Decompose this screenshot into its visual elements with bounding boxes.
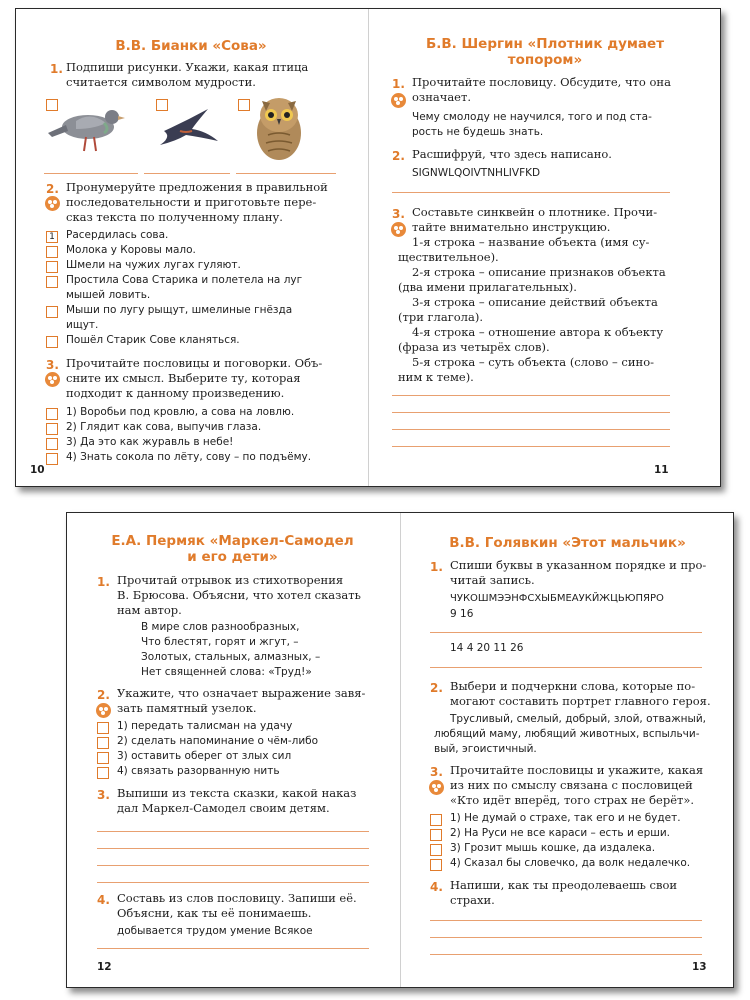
list-item: 2) На Руси не все караси – есть и ерши. — [450, 827, 671, 839]
bottom-spread — [66, 512, 734, 988]
answer-line — [44, 173, 138, 174]
list-item: 1) передать талисман на удачу — [117, 720, 293, 732]
question-number: 4. — [430, 880, 443, 894]
letter-order: 14 4 20 11 26 — [450, 642, 524, 654]
answer-line — [430, 632, 702, 633]
page-11 — [370, 9, 720, 486]
checkbox[interactable] — [46, 408, 58, 420]
page-gutter — [400, 513, 401, 987]
question-text: Прочитайте пословицу. Обсудите, что она — [412, 75, 671, 89]
question-text: последовательности и приготовьте пере- — [66, 195, 317, 209]
question-text: Составьте синквейн о плотнике. Прочи- — [412, 205, 658, 219]
question-text: читай запись. — [450, 573, 535, 587]
page-title: В.В. Бианки «Сова» — [115, 38, 267, 54]
page-10 — [16, 9, 366, 486]
checkbox[interactable] — [46, 453, 58, 465]
list-item: Пошёл Старик Сове кланяться. — [66, 334, 240, 346]
answer-line — [430, 920, 702, 921]
page-gutter — [368, 9, 369, 486]
question-number: 3. — [46, 358, 59, 372]
team-work-icon — [45, 196, 60, 211]
word-list: вый, эгоистичный. — [434, 743, 537, 755]
question-text: Спиши буквы в указанном порядке и про- — [450, 558, 707, 572]
team-work-icon — [391, 222, 406, 237]
page-title: Е.А. Пермяк «Маркел-Самодел — [111, 533, 354, 549]
poem-line: Нет священней слова: «Труд!» — [141, 666, 312, 678]
question-text: «Кто идёт вперёд, того страх не берёт». — [450, 793, 695, 807]
checkbox[interactable] — [46, 306, 58, 318]
word-set: добывается трудом умение Всякое — [117, 925, 313, 937]
page-title: В.В. Голявкин «Этот мальчик» — [449, 535, 686, 551]
question-text: Объясни, как ты её понимаешь. — [117, 906, 312, 920]
question-number: 3. — [97, 788, 110, 802]
team-work-icon — [96, 703, 111, 718]
list-item: ищут. — [66, 319, 99, 331]
instruction-line: 2-я строка – описание признаков объекта — [412, 265, 666, 279]
letter-order: 9 16 — [450, 608, 474, 620]
question-text: считается символом мудрости. — [66, 75, 256, 89]
instruction-line: ним к теме). — [398, 370, 474, 384]
answer-line — [144, 173, 230, 174]
answer-line — [430, 954, 702, 955]
page-title: и его дети» — [187, 549, 278, 565]
question-text: тайте внимательно инструкцию. — [412, 220, 611, 234]
poem-line: В мире слов разнообразных, — [141, 621, 300, 633]
question-text: могают составить портрет главного героя. — [450, 694, 711, 708]
checkbox[interactable] — [97, 737, 109, 749]
checkbox[interactable] — [97, 722, 109, 734]
checkbox[interactable] — [430, 814, 442, 826]
instruction-line: 4-я строка – отношение автора к объекту — [412, 325, 664, 339]
checkbox[interactable] — [46, 336, 58, 348]
question-number: 1. — [392, 77, 405, 91]
checkbox[interactable] — [430, 829, 442, 841]
answer-line — [430, 937, 702, 938]
page-13 — [402, 513, 733, 987]
question-number: 3. — [392, 207, 405, 221]
instruction-line: (два имени прилагательных). — [398, 280, 577, 294]
question-text: страхи. — [450, 893, 495, 907]
question-text: означает. — [412, 90, 471, 104]
proverb-text: Чему смолоду не научился, того и под ста- — [412, 111, 652, 123]
checkbox[interactable] — [430, 844, 442, 856]
checkbox[interactable] — [46, 261, 58, 273]
poem-line: Золотых, стальных, алмазных, – — [141, 651, 321, 663]
pigeon-image — [46, 99, 128, 157]
list-item: Шмели на чужих лугах гуляют. — [66, 259, 241, 271]
list-item: мышей ловить. — [66, 289, 151, 301]
question-text: Пронумеруйте предложения в правильной — [66, 180, 328, 194]
answer-line — [392, 429, 670, 430]
question-text: Выбери и подчеркни слова, которые по- — [450, 679, 696, 693]
checkbox[interactable] — [97, 767, 109, 779]
question-text: зать памятный узелок. — [117, 701, 257, 715]
checkbox[interactable] — [46, 276, 58, 288]
question-text: из них по смыслу связана с пословицей — [450, 778, 693, 792]
answer-line — [392, 446, 670, 447]
list-item: 4) Сказал бы словечко, да волк недалечко. — [450, 857, 691, 869]
question-number: 3. — [430, 765, 443, 779]
letter-sequence: ЧУКОШМЭЭНФСХЫБМЕАУКЙЖЦЬЮПЯРО — [450, 593, 664, 604]
question-text: Выпиши из текста сказки, какой наказ — [117, 786, 357, 800]
team-work-icon — [45, 372, 60, 387]
question-text: Прочитайте пословицы и укажите, какая — [450, 763, 704, 777]
answer-line — [236, 173, 336, 174]
question-number: 2. — [97, 688, 110, 702]
question-text: Составь из слов пословицу. Запиши её. — [117, 891, 357, 905]
list-item: Расердилась сова. — [66, 229, 169, 241]
instruction-line: 5-я строка – суть объекта (слово – сино- — [412, 355, 655, 369]
checkbox[interactable] — [430, 859, 442, 871]
page-title: Б.В. Шергин «Плотник думает — [425, 36, 665, 52]
list-item: Мыши по лугу рыщут, шмелиные гнёзда — [66, 304, 293, 316]
question-text: подходит к данному произведению. — [66, 386, 285, 400]
answer-line — [97, 848, 369, 849]
instruction-line: 1-я строка – название объекта (имя су- — [412, 235, 650, 249]
answer-line — [97, 948, 369, 949]
checkbox[interactable] — [46, 438, 58, 450]
question-text: В. Брюсова. Объясни, что хотел сказать — [117, 588, 361, 602]
answer-line — [97, 865, 369, 866]
list-item: 2) Глядит как сова, выпучив глаза. — [66, 421, 262, 433]
question-text: сните их смысл. Выберите ту, которая — [66, 371, 301, 385]
question-number: 1. — [430, 560, 443, 574]
word-list: любящий маму, любящий животных, вспыльчи- — [434, 728, 700, 740]
question-number: 1. — [97, 575, 110, 589]
list-item: 4) Знать сокола по лёту, сову – по подъёму. — [66, 451, 312, 463]
question-number: 1. — [50, 62, 63, 76]
list-item: 3) Да это как журавль в небе! — [66, 436, 234, 448]
question-number: 2. — [46, 182, 59, 196]
answer-line — [392, 395, 670, 396]
answer-line — [430, 667, 702, 668]
page-number: 11 — [654, 464, 669, 476]
poem-line: Что блестят, горят и жгут, – — [141, 636, 299, 648]
team-work-icon — [429, 780, 444, 795]
word-list: Трусливый, смелый, добрый, злой, отважный, — [450, 713, 707, 725]
swallow-image — [156, 101, 222, 149]
checkbox[interactable] — [97, 752, 109, 764]
answer-line — [392, 412, 670, 413]
instruction-line: (три глагола). — [398, 310, 483, 324]
question-text: Укажите, что означает выражение завя- — [117, 686, 366, 700]
page-number: 12 — [97, 961, 112, 973]
top-spread — [15, 8, 721, 487]
instruction-line: ществительное). — [398, 250, 499, 264]
team-work-icon — [391, 93, 406, 108]
checkbox[interactable] — [46, 423, 58, 435]
question-text: Напиши, как ты преодолеваешь свои — [450, 878, 678, 892]
question-number: 4. — [97, 893, 110, 907]
answer-line — [97, 831, 369, 832]
question-text: нам автор. — [117, 603, 182, 617]
question-text: сказ текста по полученному плану. — [66, 210, 283, 224]
question-text: Подпиши рисунки. Укажи, какая птица — [66, 60, 309, 74]
page-number: 10 — [30, 464, 45, 476]
question-text: Расшифруй, что здесь написано. — [412, 147, 612, 161]
cipher-code: SIGNWLQOIVTNHLIVFKD — [412, 167, 541, 179]
page-number: 13 — [692, 961, 707, 973]
checkbox[interactable] — [46, 246, 58, 258]
list-item: 1) Воробьи под кровлю, а сова на ловлю. — [66, 406, 295, 418]
proverb-text: рость не будешь знать. — [412, 126, 544, 138]
question-text: дал Маркел-Самодел своим детям. — [117, 801, 330, 815]
question-number: 2. — [430, 681, 443, 695]
list-item: 4) связать разорванную нить — [117, 765, 280, 777]
question-number: 2. — [392, 149, 405, 163]
list-item: 1) Не думай о страхе, так его и не будет. — [450, 812, 681, 824]
instruction-line: (фраза из четырёх слов). — [398, 340, 550, 354]
instruction-line: 3-я строка – описание действий объекта — [412, 295, 658, 309]
question-text: Прочитайте пословицы и поговорки. Объ- — [66, 356, 323, 370]
list-item: Простила Сова Старика и полетела на луг — [66, 274, 303, 286]
answer-line — [97, 882, 369, 883]
list-item: 3) Грозит мышь кошке, да издалека. — [450, 842, 656, 854]
question-text: Прочитай отрывок из стихотворения — [117, 573, 344, 587]
answer-line — [392, 192, 670, 193]
list-item: 2) сделать напоминание о чём-либо — [117, 735, 319, 747]
owl-image — [248, 91, 310, 163]
page-12 — [67, 513, 398, 987]
list-item: Молока у Коровы мало. — [66, 244, 196, 256]
list-item: 3) оставить оберег от злых сил — [117, 750, 292, 762]
checkbox[interactable]: 1 — [46, 231, 58, 243]
page-title: топором» — [507, 52, 583, 68]
